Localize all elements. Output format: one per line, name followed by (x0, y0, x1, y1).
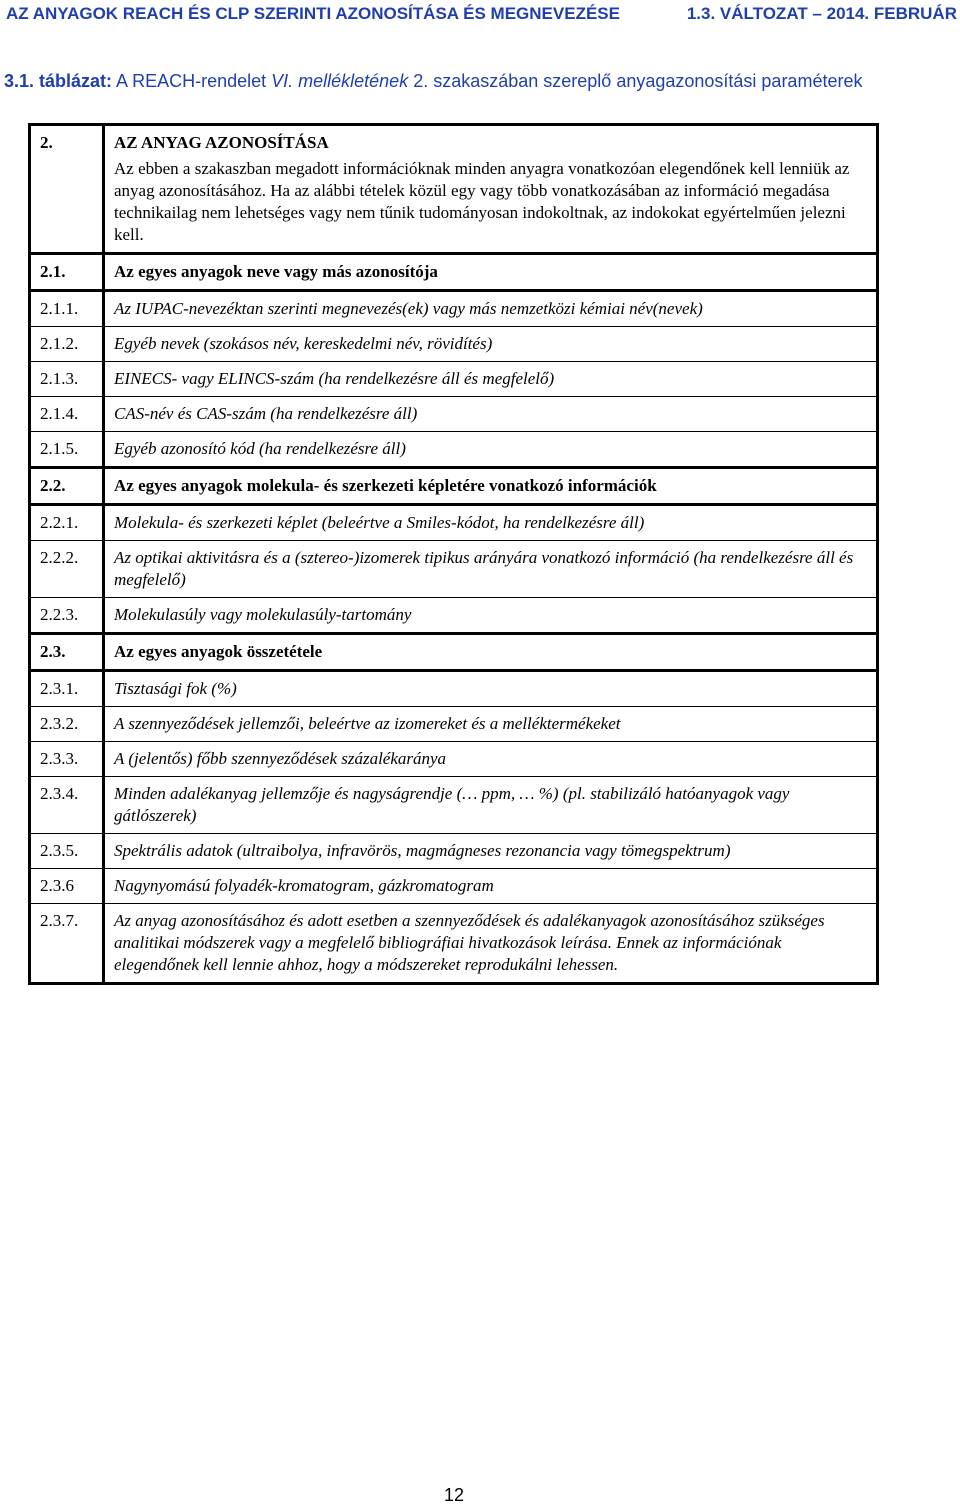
row-number: 2.3.6 (30, 869, 104, 904)
header-version: 1.3. VÁLTOZAT – 2014. FEBRUÁR (686, 4, 957, 23)
row-text: Az egyes anyagok összetétele (114, 642, 323, 661)
row-text: Az egyes anyagok neve vagy más azonosítója (114, 262, 438, 281)
page-header (0, 0, 960, 28)
page-number: 12 (443, 1485, 465, 1505)
row-number: 2.2.2. (30, 541, 104, 598)
table-row (30, 468, 878, 505)
row-number: 2.3.4. (30, 777, 104, 834)
row-number: 2. (30, 125, 104, 254)
table-row (30, 904, 878, 984)
row-text: Az IUPAC-nevezéktan szerinti megnevezés(ek) vagy más nemzetközi kémiai név(nevek) (114, 299, 703, 318)
table-row (30, 362, 878, 397)
caption-text-a: A REACH-rendelet (112, 71, 272, 91)
row-number: 2.3.2. (30, 707, 104, 742)
caption-number: 3.1. táblázat: (4, 71, 113, 91)
table-row (30, 327, 878, 362)
section-title: AZ ANYAG AZONOSÍTÁSA (114, 133, 329, 152)
row-text: Egyéb azonosító kód (ha rendelkezésre áll) (114, 439, 406, 458)
caption-text-b: VI. mellékletének (271, 71, 409, 91)
row-number: 2.1.4. (30, 397, 104, 432)
row-number: 2.1.3. (30, 362, 104, 397)
caption-text-c: 2. szakaszában szereplő anyagazonosítási paraméterek (408, 71, 863, 91)
row-text: Minden adalékanyag jellemzője és nagyságrendje (… ppm, … %) (pl. stabilizáló hatóanyagok vagy gátlószerek) (114, 784, 790, 825)
table-row (30, 707, 878, 742)
table-row (30, 505, 878, 541)
table-row (30, 397, 878, 432)
row-number: 2.1.5. (30, 432, 104, 468)
row-number: 2.2.3. (30, 598, 104, 634)
table-row (30, 432, 878, 468)
table-caption (4, 70, 904, 93)
row-text: Molekula- és szerkezeti képlet (beleértve a Smiles-kódot, ha rendelkezésre áll) (114, 513, 645, 532)
row-text: Spektrális adatok (ultraibolya, infravörös, magmágneses rezonancia vagy tömegspektrum) (114, 841, 731, 860)
table-row (30, 125, 878, 254)
table-row (30, 291, 878, 327)
row-text: Az optikai aktivitásra és a (sztereo-)izomerek tipikus arányára vonatkozó információ (ha rendelkezésre áll és megfelelő) (114, 548, 854, 589)
row-number: 2.2.1. (30, 505, 104, 541)
row-number: 2.3.1. (30, 671, 104, 707)
row-number: 2.1.1. (30, 291, 104, 327)
row-text: CAS-név és CAS-szám (ha rendelkezésre áll) (114, 404, 418, 423)
row-number: 2.1. (30, 254, 104, 291)
table-row (30, 254, 878, 291)
identification-table (28, 123, 879, 985)
row-number: 2.1.2. (30, 327, 104, 362)
row-number: 2.3.5. (30, 834, 104, 869)
intro-text: Az ebben a szakaszban megadott információknak minden anyagra vonatkozóan elegendőnek kell lenniük az anyag azonosításához. Ha az alábbi tételek közül egy vagy több vonatkozásában az információ megadása technikailag nem lehetséges vagy nem tűnik tudományosan indokoltnak, az indokokat egyértelműen jelezni kell. (114, 159, 850, 244)
table-row (30, 742, 878, 777)
row-text: Molekulasúly vagy molekulasúly-tartomány (114, 605, 412, 624)
table-row (30, 634, 878, 671)
header-title: AZ ANYAGOK REACH ÉS CLP SZERINTI AZONOSÍTÁSA ÉS MEGNEVEZÉSE (6, 4, 620, 23)
row-text: EINECS- vagy ELINCS-szám (ha rendelkezésre áll és megfelelő) (114, 369, 555, 388)
table-row (30, 777, 878, 834)
table-row (30, 834, 878, 869)
table-row (30, 671, 878, 707)
row-number: 2.2. (30, 468, 104, 505)
row-text: Egyéb nevek (szokásos név, kereskedelmi név, rövidítés) (114, 334, 493, 353)
row-number: 2.3.7. (30, 904, 104, 984)
table-row (30, 869, 878, 904)
intro-cell (104, 125, 878, 254)
row-text: A szennyeződések jellemzői, beleértve az izomereket és a melléktermékeket (114, 714, 621, 733)
table-row (30, 598, 878, 634)
row-text: Az anyag azonosításához és adott esetben a szennyeződések és adalékanyagok azonosításához szükséges analitikai módszerek vagy a megfelelő bibliográfiai hivatkozások leírása. Ennek az információnak elegendőnek kell lennie ahhoz, hogy a módszereket reprodukálni lehessen. (114, 911, 825, 974)
row-number: 2.3. (30, 634, 104, 671)
row-text: Nagynyomású folyadék-kromatogram, gázkromatogram (114, 876, 494, 895)
table-row (30, 541, 878, 598)
row-text: Tisztasági fok (%) (114, 679, 237, 698)
row-text: A (jelentős) főbb szennyeződések százalékaránya (114, 749, 447, 768)
row-text: Az egyes anyagok molekula- és szerkezeti képletére vonatkozó információk (114, 476, 657, 495)
row-number: 2.3.3. (30, 742, 104, 777)
